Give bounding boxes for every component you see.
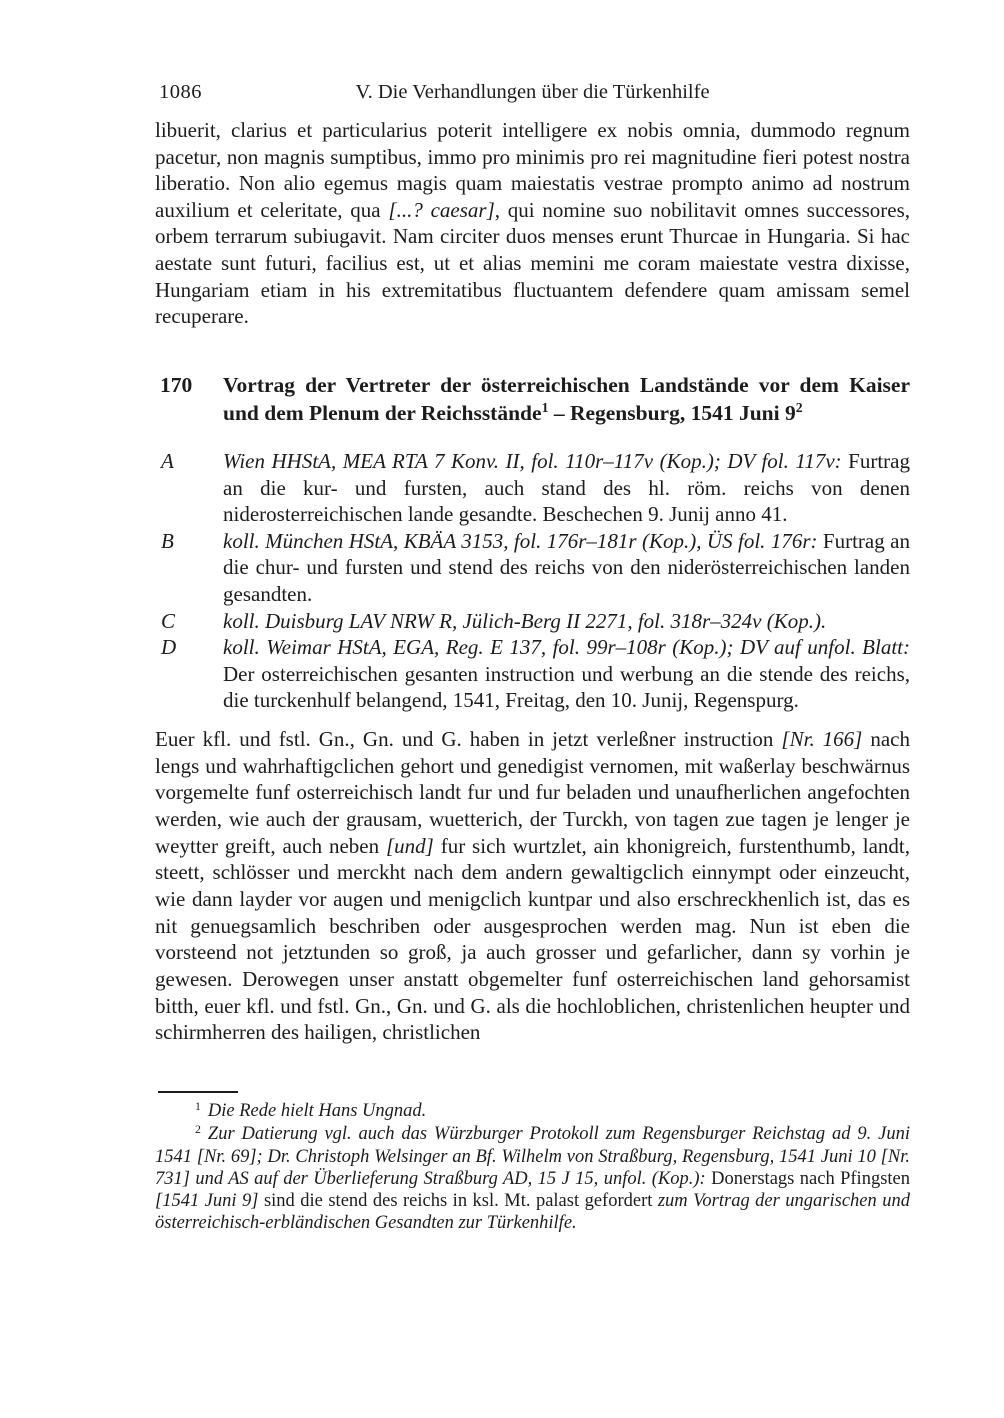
- manuscript-source: koll. Duisburg LAV NRW R, Jülich-Berg II 2271, fol. 318r–324v (Kop.).: [223, 608, 827, 633]
- manuscript-note: Furtrag an die kur- und fursten, auch stand des hl. röm. reichs von denen niderosterreichischen lande gesandte. Beschechen 9. Junij anno 41.: [223, 449, 910, 527]
- footnote-2: [155, 1123, 910, 1234]
- latin-text-before: libuerit, clarius et particularius poterit intelligere ex nobis omnia, dummodo regnum pacetur, non magnis sumptibus, immo pro minimis pro rei magnitudine fieri potest nostra liberatio. Non alio egemus magis quam maiestatis vestrae prompto animo ad nostrum auxilium et celeritate, qua: [155, 118, 910, 222]
- footnote-marker: 1: [195, 1098, 201, 1113]
- editorial-insert: [...? caesar]: [388, 197, 495, 222]
- footnote-text: zum Vortrag der ungarischen und österreichisch-erbländischen Gesandten zur Türkenhilfe.: [155, 1191, 911, 1233]
- latin-text-after: , qui nomine suo nobilitavit omnes successores, orbem terrarum subiugavit. Nam circiter duos menses erunt Thurcae in Hungaria. Si hac aestate sunt futuri, facilius est, ut et alias memini me coram maiestate vestra dixisse, Hungariam etiam in his extremitatibus fluctuantem defendere quam amissam semel recuperare.: [155, 197, 910, 329]
- footnote-1: [155, 1100, 910, 1123]
- body-part3: fur sich wurtzlet, ain khonigreich, furstenthumb, landt, steett, schlösser und merckht nach dem andern gewaltigclich einnympt oder einzeucht, wie dann layder vor augen und menigclich kuntpar und also erschreckhenlich ist, das es nit genuegsamlich beschriben oder ausgesprochen werden mag. Nun ist eben die vorsteend not jetztunden so groß, ja auch grosser und gefarlicher, dann sy vorhin je gewesen. Derowegen unser anstatt obgemelter funf osterreichischen land gehorsamist bitth, euer kfl. und fstl. Gn., Gn. und G. als die hochloblichen, christenlichen heupter und schirmherren des hailigen, christlichen: [155, 833, 910, 1045]
- footnotes-section: [155, 1091, 910, 1234]
- footnote-text: Zur Datierung vgl. auch das Würzburger Protokoll zum Regensburger Reichstag ad 9. Juni 1541 [Nr. 69]; Dr. Christoph Welsinger an Bf. Wilhelm von Straßburg, Regensburg, 1541 Juni 10 [Nr. 731] und AS auf der Überlieferung Straßburg AD, 15 J 15, unfol. (Kop.):: [155, 1124, 910, 1189]
- entry-heading: [155, 371, 910, 430]
- editorial-insert: [Nr. 166]: [781, 727, 863, 751]
- footnote-ref-1: 1: [541, 400, 549, 416]
- manuscript-letter: C: [161, 608, 176, 633]
- body-paragraph: [155, 726, 910, 1046]
- entry-title-part1: Vortrag der Vertreter der österreichischen Landstände vor dem Kaiser und dem Plenum der Reichsstände: [223, 373, 910, 425]
- editorial-insert: [und]: [385, 833, 434, 858]
- manuscript-letter: B: [161, 528, 174, 553]
- footnote-text: Donerstags nach Pfingsten: [705, 1169, 910, 1189]
- running-header: [155, 80, 910, 104]
- manuscript-note: Der osterreichischen gesanten instruction und werbung an die stende des reichs, die turckenhulf belangend, 1541, Freitag, den 10. Junij, Regenspurg.: [223, 661, 910, 713]
- footnote-ref-2: 2: [795, 400, 803, 416]
- manuscript-item-d: [155, 634, 910, 714]
- footnote-text: Die Rede hielt Hans Ungnad.: [207, 1101, 427, 1121]
- footnote-text: [1541 Juni 9]: [155, 1191, 259, 1211]
- manuscript-source: koll. Weimar HStA, EGA, Reg. E 137, fol. 99r–108r (Kop.); DV auf unfol. Blatt:: [223, 635, 910, 660]
- body-part1: Euer kfl. und fstl. Gn., Gn. und G. haben in jetzt verleßner instruction: [155, 727, 782, 751]
- entry-title-part2: – Regensburg, 1541 Juni 9: [548, 401, 796, 425]
- manuscript-letter: D: [161, 635, 177, 660]
- manuscript-note: Furtrag an die chur- und fursten und stend des reichs von den niderösterreichischen landen gesandten.: [223, 528, 910, 606]
- page-number: 1086: [159, 81, 202, 103]
- manuscript-item-b: [155, 528, 910, 608]
- footnote-text: sind die stend des reichs in ksl. Mt. palast gefordert: [258, 1191, 658, 1211]
- manuscript-item-a: [155, 448, 910, 528]
- entry-number: 170: [160, 373, 193, 397]
- manuscript-source: Wien HHStA, MEA RTA 7 Konv. II, fol. 110r–117v (Kop.); DV fol. 117v:: [223, 449, 842, 473]
- manuscript-source: koll. München HStA, KBÄA 3153, fol. 176r–181r (Kop.), ÜS fol. 176r:: [223, 528, 818, 553]
- footnote-separator-rule: [158, 1091, 238, 1093]
- body-part2: nach lengs und wahrhaftigclichen gehort und genedigist vernomen, mit waßerlay beschwärnus vorgemelte funf osterreichisch landt fur und fur beladen und unaufherlichen angefochten werden, wie auch der grausam, wuetterich, der Turckh, von tagen zue tagen je lenger je weytter greift, auch neben: [155, 727, 910, 858]
- latin-paragraph: [155, 117, 910, 330]
- manuscript-letter: A: [161, 449, 174, 473]
- manuscript-list: [155, 448, 910, 714]
- running-title: V. Die Verhandlungen über die Türkenhilfe: [355, 81, 710, 103]
- manuscript-item-c: [155, 608, 910, 635]
- footnote-marker: 2: [195, 1121, 201, 1136]
